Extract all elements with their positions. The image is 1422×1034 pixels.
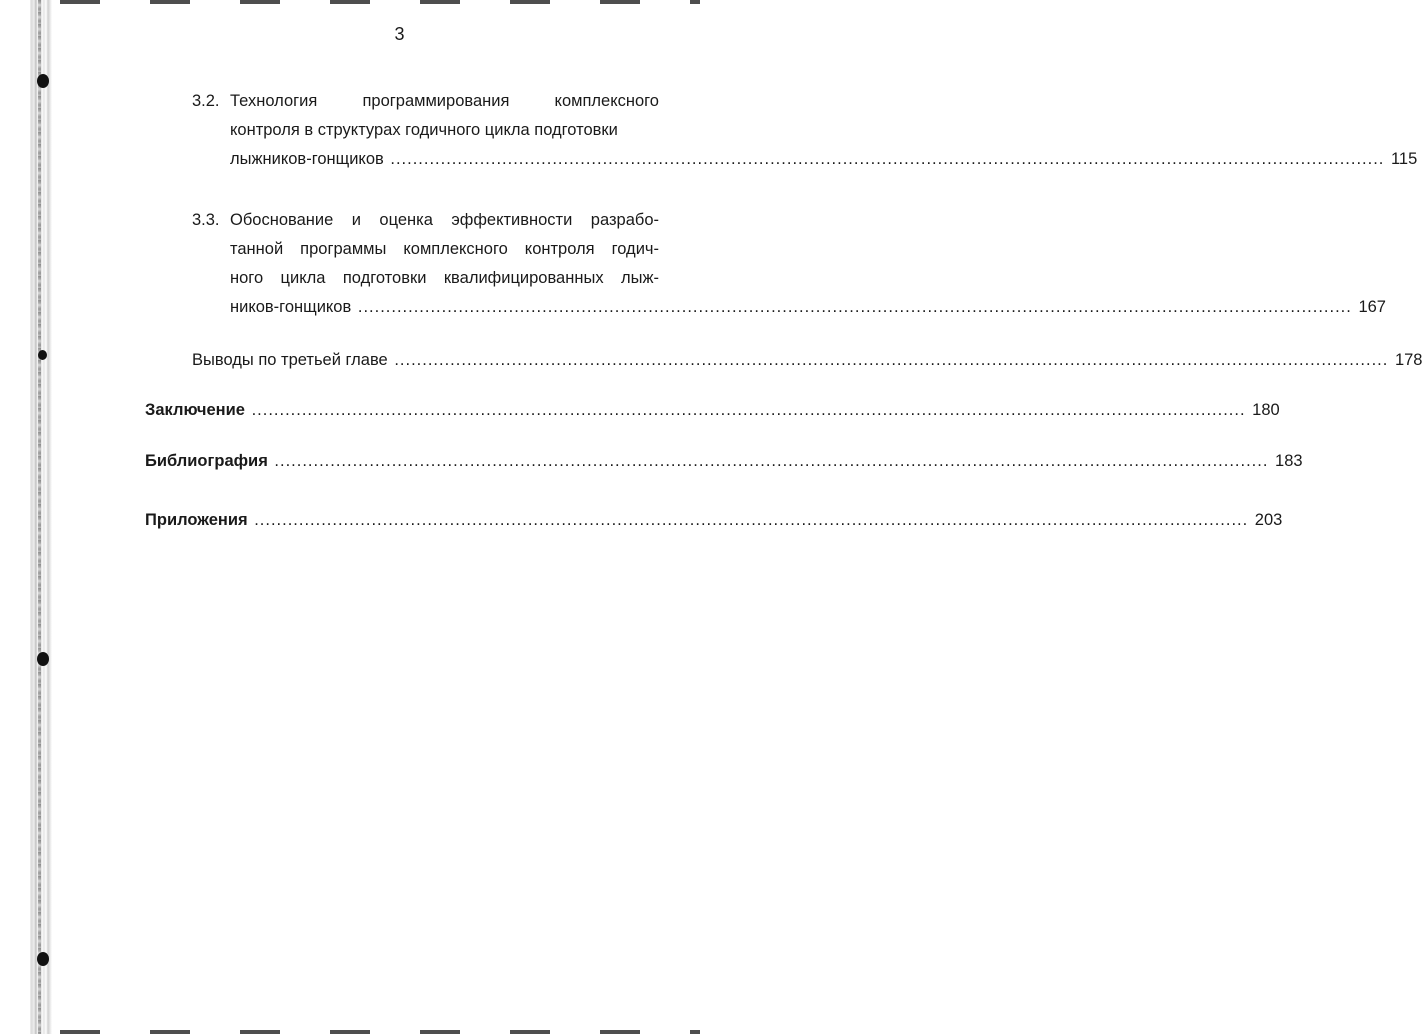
punch-hole (37, 952, 49, 966)
dot-leader (394, 351, 1388, 369)
dot-leader (358, 298, 1352, 316)
dot-leader (254, 511, 1248, 529)
toc-entry-line: Технология программирования комплексного (230, 92, 659, 110)
toc-entry-title: Выводы по третьей главе (192, 351, 388, 369)
toc-entry-title: Заключение (145, 401, 245, 419)
toc-entry-line: ного цикла подготовки квалифицированных лыж- (230, 269, 659, 287)
toc-entry-3-3 (192, 206, 1386, 322)
dot-leader (252, 401, 1246, 419)
dot-leader (274, 452, 1268, 470)
toc-entry-3-2 (192, 87, 1418, 174)
toc-entry-line: контроля в структурах годичного цикла подготовки (230, 121, 618, 139)
toc-page-number: 178 (1394, 351, 1422, 369)
section-number: 3.2. (192, 92, 220, 110)
toc-page-number: 183 (1275, 452, 1303, 470)
punch-hole (37, 652, 49, 666)
toc-entry-appendices (145, 506, 1283, 535)
toc-page-number: 180 (1252, 401, 1280, 419)
toc-entry-line: лыжников-гонщиков (230, 150, 384, 168)
toc-page-number: 203 (1254, 511, 1283, 529)
toc-entry-line: танной программы комплексного контроля годич- (230, 240, 659, 258)
scan-edge-top (60, 0, 700, 4)
page-number: 3 (394, 24, 405, 44)
toc-page-number: 167 (1358, 298, 1386, 316)
toc-entry-conclusion (145, 396, 1280, 425)
dot-leader (390, 150, 1384, 168)
toc-entry-title: Приложения (145, 511, 248, 529)
toc-entry-title: Библиография (145, 452, 268, 470)
toc-entry-line: ников-гонщиков (230, 298, 352, 316)
punch-hole (38, 350, 47, 360)
toc-page-number: 115 (1390, 150, 1418, 168)
section-number: 3.3. (192, 211, 220, 229)
toc-entry-conclusions-ch3 (192, 346, 1422, 375)
punch-hole (37, 74, 49, 88)
toc-entry-bibliography (145, 447, 1303, 476)
scan-edge-bottom (60, 1030, 700, 1034)
binding-strip (30, 0, 52, 1034)
toc-entry-line: Обоснование и оценка эффективности разрабо- (230, 211, 659, 229)
